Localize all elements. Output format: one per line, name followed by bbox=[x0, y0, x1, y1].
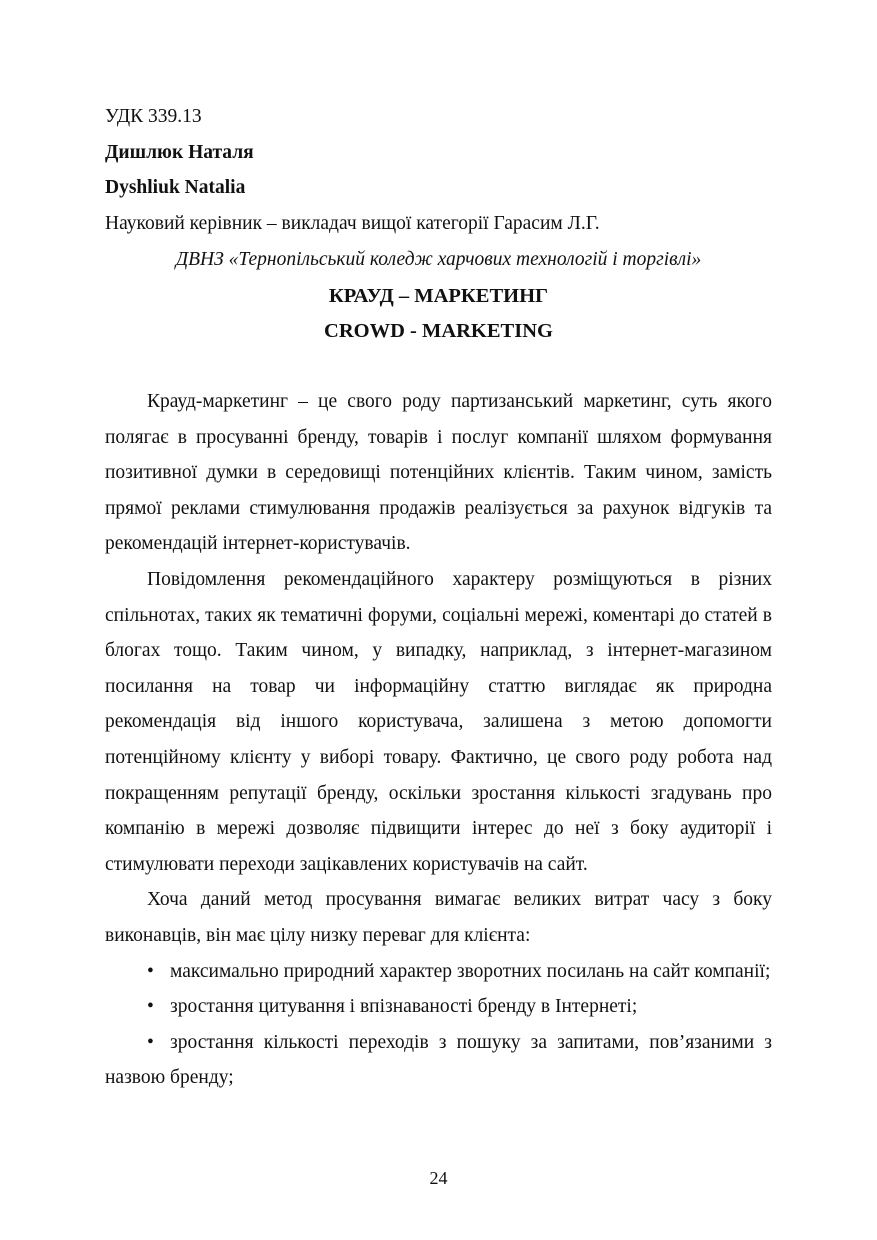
paragraph-3: Хоча даний метод просування вимагає великих витрат часу з боку виконавців, він має цілу низку переваг для клієнта: bbox=[105, 889, 772, 946]
author-name-en: Dyshliuk Natalia bbox=[105, 177, 246, 198]
bullet-text-3: зростання кількості переходів з пошуку за запитами, пов’язаними з назвою бренду; bbox=[105, 1031, 772, 1089]
institution-line: ДВНЗ «Тернопільський коледж харчових технологій і торгівлі» bbox=[175, 249, 702, 270]
bullet-icon: • bbox=[147, 960, 154, 982]
bullet-item-2 bbox=[105, 989, 772, 1025]
bullet-text-2: зростання цитування і впізнаваності бренду в Інтернеті; bbox=[170, 996, 638, 1018]
supervisor-line: Науковий керівник – викладач вищої категорії Гарасим Л.Г. bbox=[105, 213, 600, 234]
paragraph-2: Повідомлення рекомендаційного характеру розміщуються в різних спільнотах, таких як тематичні форуми, соціальні мережі, коментарі до статей в блогах тощо. Таким чином, у випадку, наприклад, з інтернет-магазином посилання на товар чи інформаційну статтю виглядає як природна рекомендація від іншого користувача, залишена з метою допомогти потенційному клієнту у виборі товару. Фактично, це свого роду робота над покращенням репутації бренду, оскільки зростання кількості згадувань про компанію в мережі дозволяє підвищити інтерес до неї з боку аудиторії і стимулювати переходи зацікавлених користувачів на сайт. bbox=[105, 568, 772, 875]
paragraph-1: Крауд-маркетинг – це свого роду партизанський маркетинг, суть якого полягає в просуванні бренду, товарів і послуг компанії шляхом формування позитивної думки в середовищі потенційних клієнтів. Таким чином, замість прямої реклами стимулювання продажів реалізується за рахунок відгуків та рекомендацій інтернет-користувачів. bbox=[105, 391, 772, 555]
title-en: CROWD - MARKETING bbox=[324, 320, 553, 342]
title-ua: КРАУД – МАРКЕТИНГ bbox=[328, 285, 549, 307]
author-name-ua: Дишлюк Наталя bbox=[105, 142, 254, 163]
bullet-icon: • bbox=[147, 996, 154, 1018]
bullet-icon: • bbox=[147, 1031, 154, 1053]
bullet-item-1 bbox=[105, 954, 772, 990]
bullet-text-1: максимально природний характер зворотних посилань на сайт компанії; bbox=[170, 960, 771, 982]
bullet-item-3 bbox=[105, 1025, 772, 1096]
page-number: 24 bbox=[429, 1168, 448, 1188]
article-body bbox=[105, 384, 772, 1096]
udk-code: УДК 339.13 bbox=[105, 106, 202, 127]
